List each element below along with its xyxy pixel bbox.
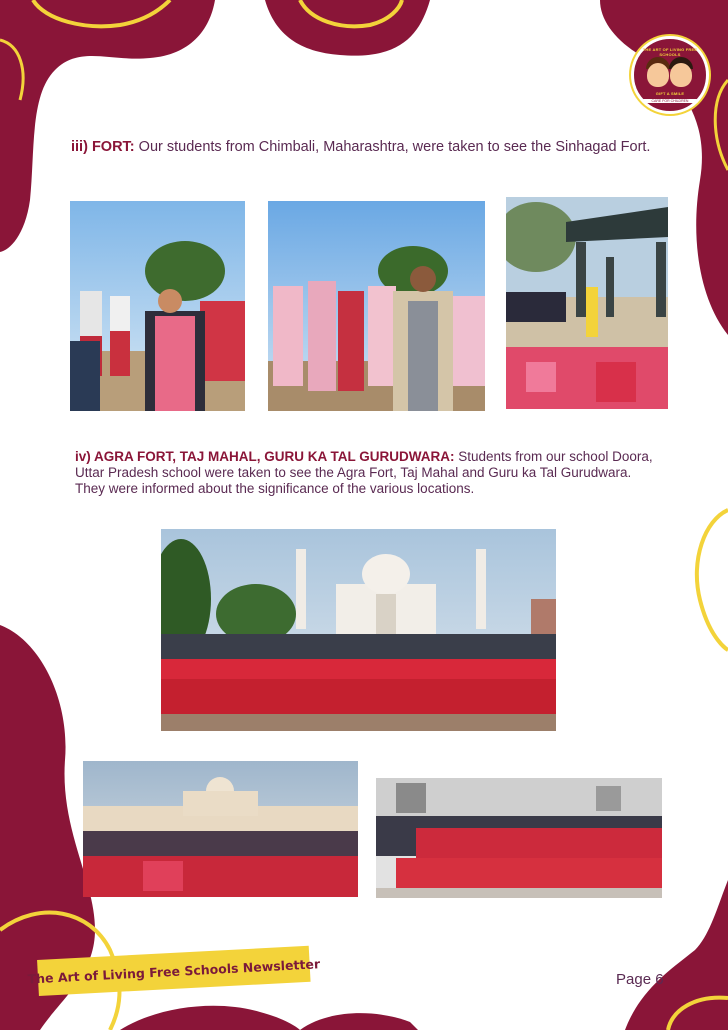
agra-text: Students from our school Doora, Uttar Pradesh school were taken to see the Agra Fort, Taj Mahal and Guru ka Tal Gurudwara. They were informed about the significance of the various locations.	[75, 449, 653, 496]
gurudwara-group-photo	[376, 778, 662, 898]
fort-heading: iii) FORT:	[71, 139, 135, 155]
logo-ring-text: GIFT A SMILE	[655, 91, 685, 96]
agra-paragraph	[75, 449, 660, 497]
logo-child-face	[670, 63, 692, 87]
logo-ring-text: THE ART OF LIVING FREE SCHOOLS	[642, 47, 698, 57]
fort-photo-2	[268, 201, 485, 411]
fort-text: Our students from Chimbali, Maharashtra, were taken to see the Sinhagad Fort.	[138, 139, 651, 155]
fort-paragraph	[71, 139, 657, 156]
taj-mahal-group-photo	[161, 529, 556, 731]
newsletter-title: The Art of Living Free Schools Newsletter	[27, 955, 321, 987]
agra-heading: iv) AGRA FORT, TAJ MAHAL, GURU KA TAL GURUDWARA:	[75, 449, 455, 464]
logo-child-face	[647, 63, 669, 87]
logo-tagline: CARE FOR CHILDREN	[642, 99, 698, 103]
school-logo	[631, 36, 709, 114]
fort-photo-3	[506, 197, 668, 409]
agra-fort-group-photo	[83, 761, 358, 897]
fort-photo-1	[70, 201, 245, 411]
page-number: Page 6	[616, 971, 664, 988]
